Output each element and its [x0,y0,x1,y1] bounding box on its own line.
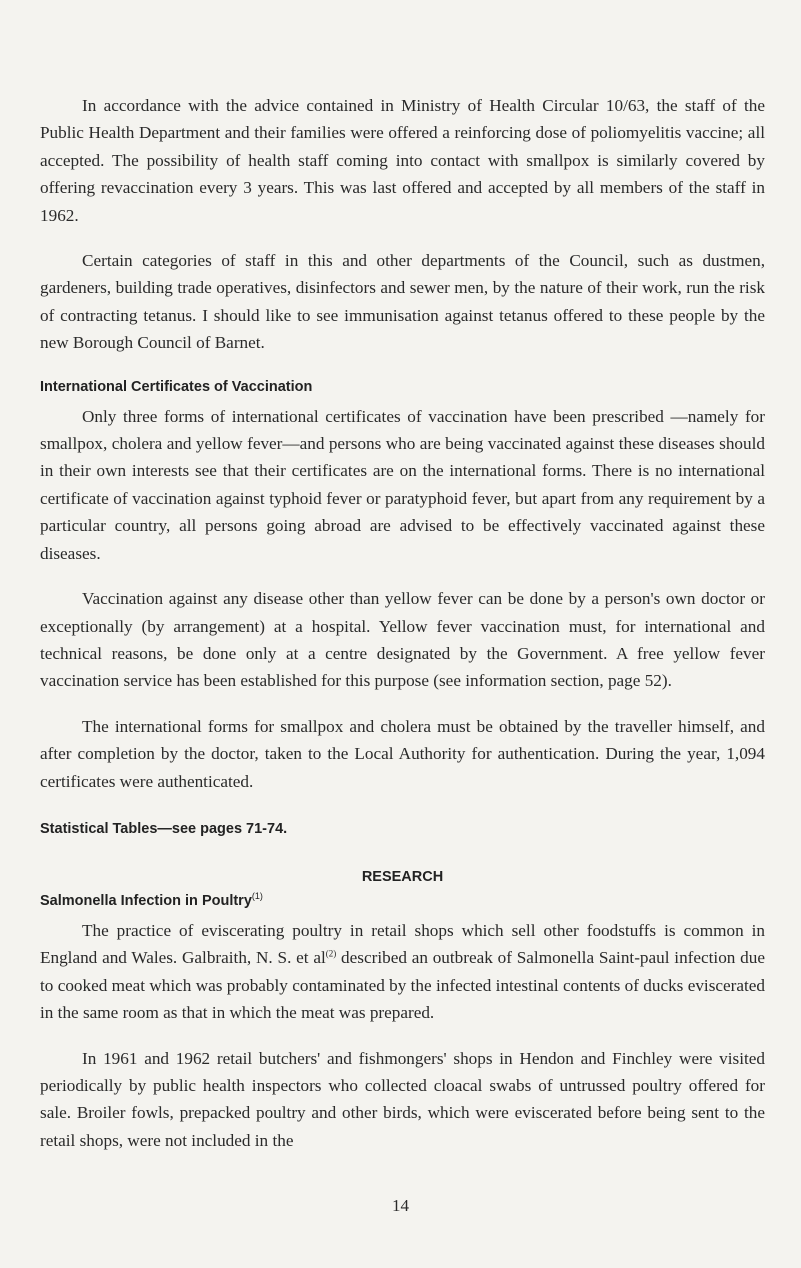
footnote-ref-1: (1) [251,891,263,902]
paragraph-authentication: The international forms for smallpox and cholera must be obtained by the traveller himself, and after completion by the doctor, taken to the Local Authority for authentication. During the year, 1,094 certificates were authenticated. [40,716,765,791]
document-page [40,92,765,1154]
section-title-research: RESEARCH [361,868,444,885]
paragraph-evisceration-text-b: described an outbreak of Salmonella Saint-paul infection due to cooked meat which was probably contaminated by the infected intestinal contents of ducks eviscerated in the same room as that in which the meat was prepared. [40,948,765,1023]
heading-salmonella [40,893,765,909]
paragraph-tetanus: Certain categories of staff in this and other departments of the Council, such as dustmen, gardeners, building trade operatives, disinfectors and sewer men, by the nature of their work, run the risk of contracting tetanus. I should like to see immunisation against tetanus offered to these people by the new Borough Council of Barnet. [40,251,765,353]
footnote-ref-2: (2) [325,948,337,959]
statistical-tables-reference: Statistical Tables—see pages 71-74. [40,820,288,837]
page-number: 14 [392,1196,409,1215]
paragraph-evisceration-text-a: The practice of eviscerating poultry in retail shops which sell other foodstuffs is common in England and Wales. Galbraith, N. S. et al [40,920,765,968]
paragraph-evisceration [40,917,765,1027]
paragraph-yellow-fever: Vaccination against any disease other than yellow fever can be done by a person's own doctor or exceptionally (by arrangement) at a hospital. Yellow fever vaccination must, for international and technical reasons, be done only at a centre designated by the Government. A free yellow fever vaccination service has been established for this purpose (see information section, page 52). [40,589,765,691]
heading-salmonella-text: Salmonella Infection in Poultry [40,892,252,909]
heading-international-certificates: International Certificates of Vaccination [40,378,313,395]
paragraph-shops-survey: In 1961 and 1962 retail butchers' and fishmongers' shops in Hendon and Finchley were visited periodically by public health inspectors who collected cloacal swabs of untrussed poultry offered for sale. Broiler fowls, prepacked poultry and other birds, which were eviscerated before being sent to the retail shops, were not included in the [40,1048,765,1150]
paragraph-certificates-forms: Only three forms of international certificates of vaccination have been prescribed —namely for smallpox, cholera and yellow fever—and persons who are being vaccinated against these diseases should in their own interests see that their certificates are on the international forms. There is no international certificate of vaccination against typhoid fever or paratyphoid fever, but apart from any requirement by a particular country, all persons going abroad are advised to be effectively vaccinated against these diseases. [40,406,765,563]
paragraph-poliomyelitis: In accordance with the advice contained in Ministry of Health Circular 10/63, the staff of the Public Health Department and their families were offered a reinforcing dose of poliomyelitis vaccine; all accepted. The possibility of health staff coming into contact with smallpox is similarly covered by offering revaccination every 3 years. This was last offered and accepted by all members of the staff in 1962. [40,96,765,225]
